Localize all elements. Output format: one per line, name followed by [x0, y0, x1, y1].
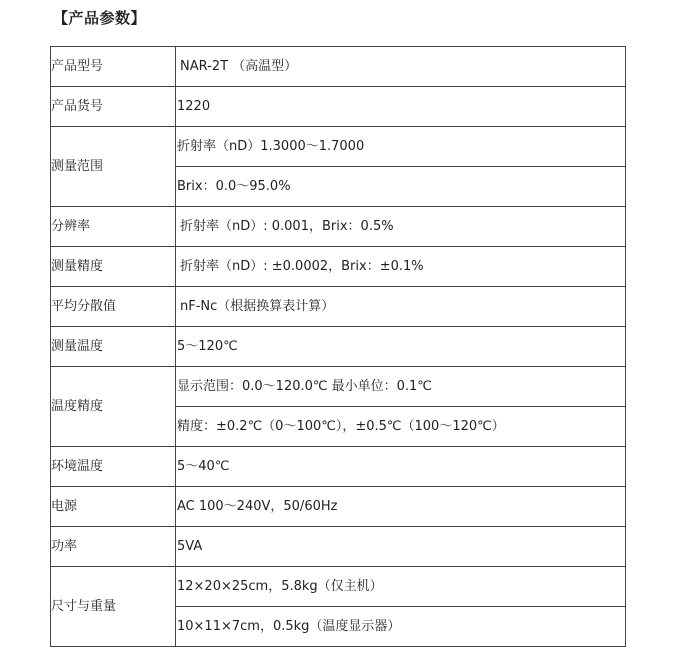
row-value-dispersion: nF-Nc（根据换算表计算） — [176, 287, 626, 327]
row-value-temp-display-range: 显示范围：0.0～120.0℃ 最小单位：0.1℃ — [176, 367, 626, 407]
row-label-resolution: 分辨率 — [51, 207, 176, 247]
section-heading: 【产品参数】 — [53, 9, 147, 27]
row-value-measure-range-brix: Brix：0.0～95.0% — [176, 167, 626, 207]
table-row — [51, 47, 626, 87]
table-row — [51, 567, 626, 607]
row-value-resolution: 折射率（nD）: 0.001，Brix：0.5% — [176, 207, 626, 247]
table-row — [51, 367, 626, 407]
table-row — [51, 527, 626, 567]
row-label-temp-accuracy: 温度精度 — [51, 367, 176, 447]
table-row — [51, 447, 626, 487]
table-row — [51, 87, 626, 127]
row-value-measure-temp: 5～120℃ — [176, 327, 626, 367]
row-value-accuracy: 折射率（nD）: ±0.0002，Brix：±0.1% — [176, 247, 626, 287]
table-row — [51, 287, 626, 327]
row-value-temp-precision: 精度：±0.2℃（0～100℃），±0.5℃（100～120℃） — [176, 407, 626, 447]
row-value-ambient-temp: 5～40℃ — [176, 447, 626, 487]
row-label-measure-range: 测量范围 — [51, 127, 176, 207]
row-label-model: 产品型号 — [51, 47, 176, 87]
table-row — [51, 127, 626, 167]
table-row — [51, 327, 626, 367]
table-row — [51, 487, 626, 527]
row-label-dispersion: 平均分散值 — [51, 287, 176, 327]
row-label-power: 功率 — [51, 527, 176, 567]
row-label-size-weight: 尺寸与重量 — [51, 567, 176, 647]
row-value-power-supply: AC 100～240V，50/60Hz — [176, 487, 626, 527]
row-label-power-supply: 电源 — [51, 487, 176, 527]
row-value-measure-range-refractive: 折射率（nD）1.3000～1.7000 — [176, 127, 626, 167]
row-label-item-number: 产品货号 — [51, 87, 176, 127]
row-value-size-weight-main: 12×20×25cm，5.8kg（仅主机） — [176, 567, 626, 607]
row-label-ambient-temp: 环境温度 — [51, 447, 176, 487]
row-label-measure-temp: 测量温度 — [51, 327, 176, 367]
table-row — [51, 207, 626, 247]
product-params-table — [50, 46, 626, 647]
row-value-power: 5VA — [176, 527, 626, 567]
table-row — [51, 247, 626, 287]
row-value-size-weight-display: 10×11×7cm，0.5kg（温度显示器） — [176, 607, 626, 647]
row-label-accuracy: 测量精度 — [51, 247, 176, 287]
row-value-item-number: 1220 — [176, 87, 626, 127]
row-value-model: NAR-2T （高温型） — [176, 47, 626, 87]
